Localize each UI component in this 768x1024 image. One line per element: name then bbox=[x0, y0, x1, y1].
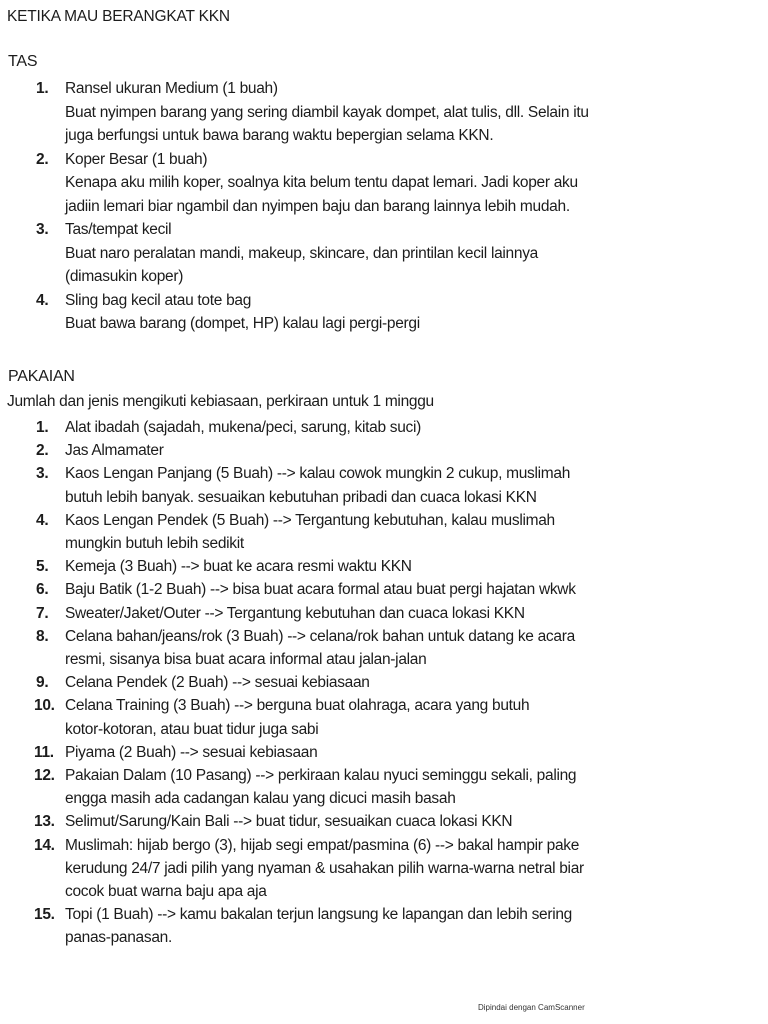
item-text bbox=[65, 416, 758, 439]
text-line: Alat ibadah (sajadah, mukena/peci, sarung, kitab suci) bbox=[65, 419, 422, 436]
item-title: Ransel ukuran Medium (1 buah) bbox=[65, 80, 278, 97]
pakaian-item-9 bbox=[0, 671, 768, 694]
item-description bbox=[65, 171, 758, 218]
description-line: Kenapa aku milih koper, soalnya kita belum tentu dapat lemari. Jadi koper aku bbox=[65, 174, 578, 191]
pakaian-item-6 bbox=[0, 578, 768, 601]
item-text bbox=[65, 810, 758, 833]
list-number: 9. bbox=[36, 674, 49, 692]
tas-item-1 bbox=[0, 77, 768, 148]
text-line: Baju Batik (1-2 Buah) --> bisa buat acara formal atau buat pergi hajatan wkwk bbox=[65, 581, 576, 599]
pakaian-list bbox=[0, 416, 768, 950]
item-text bbox=[65, 439, 758, 462]
pakaian-item-10 bbox=[0, 694, 768, 740]
text-line: panas-panasan. bbox=[65, 929, 172, 947]
list-number: 4. bbox=[36, 291, 49, 309]
item-text bbox=[65, 834, 758, 904]
list-number: 10. bbox=[34, 697, 55, 715]
text-line: Celana Pendek (2 Buah) --> sesuai kebiasaan bbox=[65, 674, 370, 692]
text-line: Topi (1 Buah) --> kamu bakalan terjun langsung ke lapangan dan lebih sering bbox=[65, 906, 572, 924]
pakaian-item-1 bbox=[0, 416, 768, 439]
item-text bbox=[65, 555, 758, 578]
description-line: (dimasukin koper) bbox=[65, 268, 184, 285]
text-line: Kemeja (3 Buah) --> buat ke acara resmi waktu KKN bbox=[65, 558, 412, 576]
item-text bbox=[65, 764, 758, 810]
text-line: Piyama (2 Buah) --> sesuai kebiasaan bbox=[65, 743, 318, 761]
item-title: Tas/tempat kecil bbox=[65, 221, 172, 238]
list-number: 14. bbox=[34, 836, 55, 854]
item-description bbox=[65, 101, 758, 148]
item-title: Sling bag kecil atau tote bag bbox=[65, 291, 252, 309]
list-number: 5. bbox=[36, 558, 49, 576]
list-number: 11. bbox=[34, 743, 54, 761]
section-intro: Jumlah dan jenis mengikuti kebiasaan, perkiraan untuk 1 minggu bbox=[7, 393, 434, 410]
text-line: Kaos Lengan Pendek (5 Buah) --> Tergantung kebutuhan, kalau muslimah bbox=[65, 511, 555, 529]
item-text bbox=[65, 671, 758, 694]
description-line: jadiin lemari biar ngambil dan nyimpen baju dan barang lainnya lebih mudah. bbox=[65, 197, 570, 215]
item-text bbox=[65, 602, 758, 625]
item-text bbox=[65, 903, 758, 949]
tas-list bbox=[0, 77, 768, 336]
text-line: Celana bahan/jeans/rok (3 Buah) --> celana/rok bahan untuk datang ke acara bbox=[65, 627, 575, 645]
pakaian-item-8 bbox=[0, 625, 768, 671]
item-text bbox=[65, 509, 758, 555]
pakaian-item-2 bbox=[0, 439, 768, 462]
item-text bbox=[65, 625, 758, 671]
section-heading-tas: TAS bbox=[8, 53, 38, 70]
list-number: 3. bbox=[36, 465, 49, 483]
list-number: 1. bbox=[36, 80, 49, 97]
list-number: 6. bbox=[36, 581, 49, 599]
item-text bbox=[65, 694, 758, 740]
item-text bbox=[65, 741, 758, 764]
pakaian-item-5 bbox=[0, 555, 768, 578]
list-number: 13. bbox=[34, 813, 55, 831]
text-line: mungkin butuh lebih sedikit bbox=[65, 535, 244, 553]
text-line: engga masih ada cadangan kalau yang dicuci masih basah bbox=[65, 790, 456, 808]
tas-item-4 bbox=[0, 289, 768, 336]
pakaian-item-12 bbox=[0, 764, 768, 810]
list-number: 1. bbox=[36, 419, 49, 436]
list-number: 8. bbox=[36, 627, 49, 645]
list-number: 12. bbox=[34, 767, 55, 785]
pakaian-item-14 bbox=[0, 834, 768, 904]
list-number: 2. bbox=[36, 150, 49, 168]
description-line: juga berfungsi untuk bawa barang waktu bepergian selama KKN. bbox=[65, 127, 494, 144]
description-line: Buat naro peralatan mandi, makeup, skincare, dan printilan kecil lainnya bbox=[65, 244, 538, 262]
item-text bbox=[65, 578, 758, 601]
item-title: Koper Besar (1 buah) bbox=[65, 150, 208, 168]
item-description bbox=[65, 312, 758, 336]
pakaian-item-4 bbox=[0, 509, 768, 555]
text-line: Celana Training (3 Buah) --> berguna buat olahraga, acara yang butuh bbox=[65, 697, 530, 715]
text-line: kerudung 24/7 jadi pilih yang nyaman & usahakan pilih warna-warna netral biar bbox=[65, 859, 584, 877]
item-text bbox=[65, 462, 758, 508]
list-number: 7. bbox=[36, 604, 49, 622]
text-line: kotor-kotoran, atau buat tidur juga sabi bbox=[65, 720, 319, 738]
tas-item-2 bbox=[0, 148, 768, 219]
text-line: resmi, sisanya bisa buat acara informal atau jalan-jalan bbox=[65, 651, 427, 669]
pakaian-item-13 bbox=[0, 810, 768, 833]
description-line: Buat nyimpen barang yang sering diambil kayak dompet, alat tulis, dll. Selain itu bbox=[65, 103, 589, 121]
text-line: Sweater/Jaket/Outer --> Tergantung kebutuhan dan cuaca lokasi KKN bbox=[65, 604, 525, 622]
pakaian-item-11 bbox=[0, 741, 768, 764]
text-line: Pakaian Dalam (10 Pasang) --> perkiraan kalau nyuci seminggu sekali, paling bbox=[65, 767, 577, 785]
list-number: 3. bbox=[36, 221, 49, 238]
document-title: KETIKA MAU BERANGKAT KKN bbox=[7, 8, 230, 25]
text-line: Selimut/Sarung/Kain Bali --> buat tidur, sesuaikan cuaca lokasi KKN bbox=[65, 813, 513, 831]
text-line: Kaos Lengan Panjang (5 Buah) --> kalau cowok mungkin 2 cukup, muslimah bbox=[65, 465, 571, 483]
text-line: Muslimah: hijab bergo (3), hijab segi empat/pasmina (6) --> bakal hampir pake bbox=[65, 836, 580, 854]
pakaian-item-15 bbox=[0, 903, 768, 949]
scanner-watermark: Dipindai dengan CamScanner bbox=[478, 1003, 585, 1012]
item-description bbox=[65, 242, 758, 289]
text-line: cocok buat warna baju apa aja bbox=[65, 883, 267, 901]
section-heading-pakaian: PAKAIAN bbox=[8, 368, 75, 385]
pakaian-item-3 bbox=[0, 462, 768, 508]
text-line: butuh lebih banyak. sesuaikan kebutuhan pribadi dan cuaca lokasi KKN bbox=[65, 488, 537, 506]
description-line: Buat bawa barang (dompet, HP) kalau lagi pergi-pergi bbox=[65, 315, 420, 332]
pakaian-item-7 bbox=[0, 602, 768, 625]
list-number: 4. bbox=[36, 511, 49, 529]
tas-item-3 bbox=[0, 218, 768, 289]
list-number: 15. bbox=[34, 906, 55, 924]
list-number: 2. bbox=[36, 442, 49, 460]
text-line: Jas Almamater bbox=[65, 442, 164, 460]
